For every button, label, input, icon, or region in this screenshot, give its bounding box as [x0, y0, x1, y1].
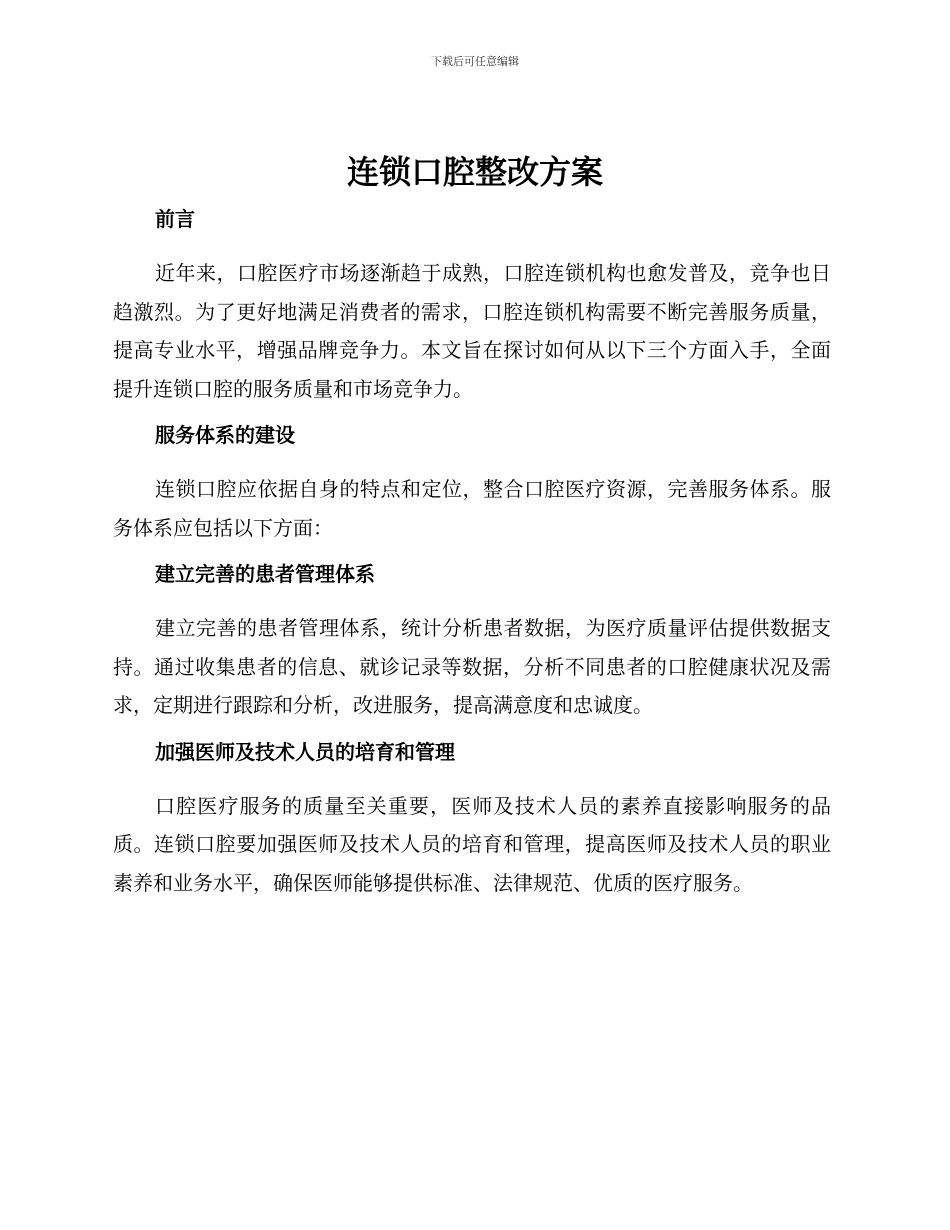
section-heading-staff-training: 加强医师及技术人员的培育和管理 [155, 739, 455, 764]
header-note: 下载后可任意编辑 [431, 55, 519, 68]
section-paragraph-preface: 近年来，口腔医疗市场逐渐趋于成熟，口腔连锁机构也愈发普及，竞争也日趋激烈。为了更好地满足消费者的需求，口腔连锁机构需要不断完善服务质量，提高专业水平，增强品牌竞争力。本文旨在探讨如何从以下三个方面入手，全面提升连锁口腔的服务质量和市场竞争力。 [113, 261, 831, 401]
section-heading-preface: 前言 [155, 207, 195, 231]
section-paragraph-service-system: 连锁口腔应依据自身的特点和定位，整合口腔医疗资源，完善服务体系。服务体系应包括以下方面： [113, 477, 831, 540]
document-body [113, 200, 831, 902]
section-heading-patient-management: 建立完善的患者管理体系 [155, 562, 375, 586]
section-paragraph-patient-management: 建立完善的患者管理体系，统计分析患者数据，为医疗质量评估提供数据支持。通过收集患者的信息、就诊记录等数据，分析不同患者的口腔健康状况及需求，定期进行跟踪和分析，改进服务，提高满意度和忠诚度。 [113, 616, 831, 717]
section-heading-service-system: 服务体系的建设 [155, 423, 295, 447]
section-paragraph-staff-training: 口腔医疗服务的质量至关重要，医师及技术人员的素养直接影响服务的品质。连锁口腔要加强医师及技术人员的培育和管理，提高医师及技术人员的职业素养和业务水平，确保医师能够提供标准、法律规范、优质的医疗服务。 [113, 793, 831, 895]
document-title: 连锁口腔整改方案 [346, 153, 603, 191]
